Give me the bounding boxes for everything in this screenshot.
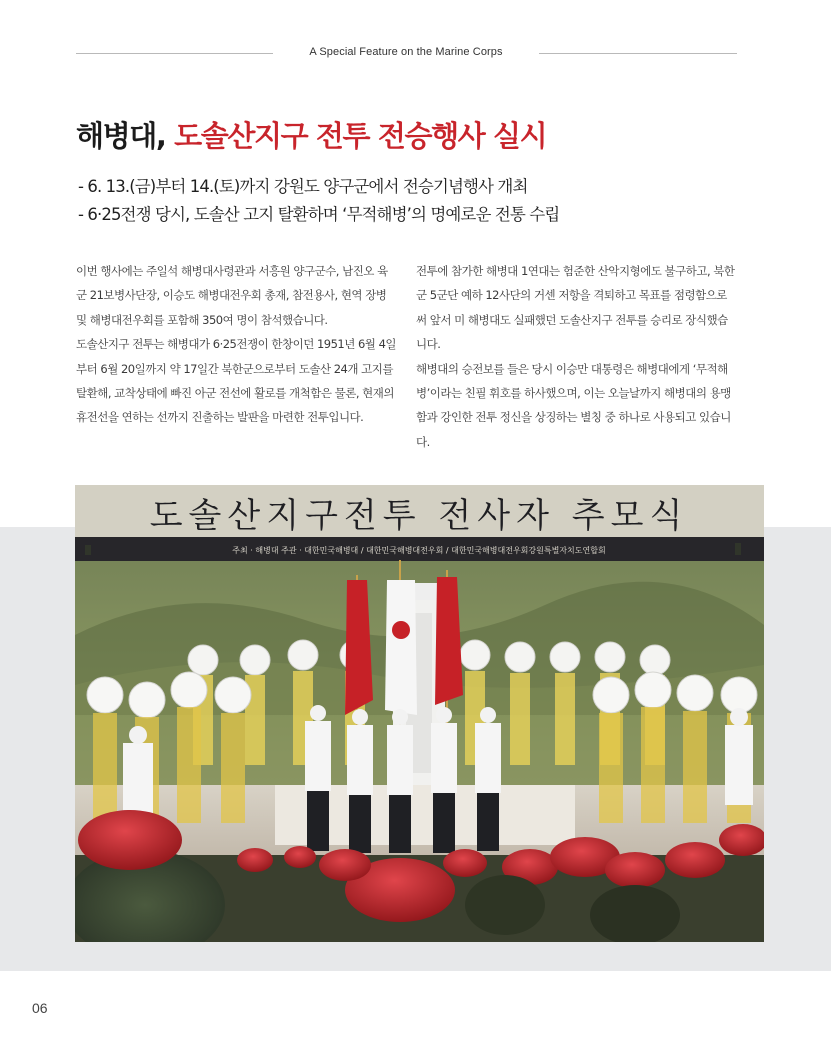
ceremony-photo [75,485,764,942]
body-column-right [416,259,736,454]
article-title [76,114,546,155]
title-prefix: 해병대, [76,119,175,153]
banner-text: 도솔산지구전투 전사자 추모식 [149,496,689,536]
title-highlight: 도솔산지구 전투 전승행사 실시 [174,119,547,153]
page-number: 06 [32,1000,48,1016]
paragraph: 이번 행사에는 주일석 해병대사령관과 서흥원 양구군수, 남진오 육군 21보병사단장, 이승도 해병대전우회 총재, 참전용사, 현역 장병 및 해병대전우회를 포함해 350여 명이 참석했습니다. [76,264,388,327]
header-rule-right [539,53,737,54]
header-rule-left [76,53,273,54]
paragraph: 해병대의 승전보를 들은 당시 이승만 대통령은 해병대에게 ‘무적해병’이라는 친필 휘호를 하사했으며, 이는 오늘날까지 해병대의 용맹함과 강인한 전투 정신을 상징하는 별칭 중 하나로 사용되고 있습니다. [416,361,731,449]
body-column-left [76,259,396,430]
header-feature-label: A Special Feature on the Marine Corps [309,46,503,58]
subtitle-date: - 6. 13.(금)부터 14.(토)까지 강원도 양구군에서 전승기념행사 개최 [78,177,528,196]
paragraph: 전투에 참가한 해병대 1연대는 험준한 산악지형에도 불구하고, 북한군 5군단 예하 12사단의 거센 저항을 격퇴하고 목표를 점령함으로써 앞서 미 해병대도 실패했던 도솔산지구 전투를 승리로 장식했습니다. [416,264,735,352]
paragraph: 도솔산지구 전투는 해병대가 6·25전쟁이 한창이던 1951년 6월 4일부터 6월 20일까지 약 17일간 북한군으로부터 도솔산 24개 고지를 탈환해, 교착상태에 빠진 아군 전선에 활로를 개척함은 물론, 현재의 휴전선을 연하는 선까지 진출하는 발판을 마련한 전투입니다. [76,337,396,425]
banner-sponsors: 주최 · 해병대 주관 · 대한민국해병대 / 대한민국해병대전우회 / 대한민국해병대전우회강원특별자치도연합회 [232,546,606,555]
subtitle-history: - 6·25전쟁 당시, 도솔산 고지 탈환하며 ‘무적해병’의 명예로운 전통 수립 [78,205,560,224]
